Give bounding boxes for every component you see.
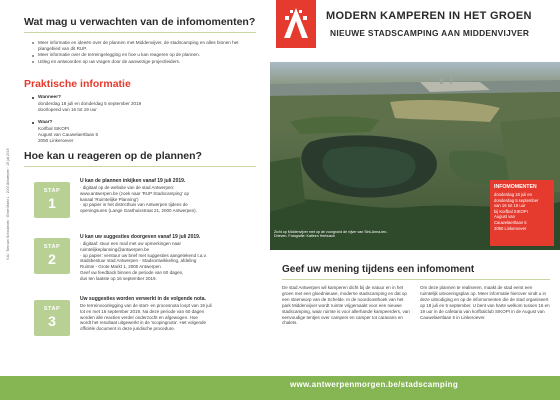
heading-geef-uw-mening: Geef uw mening tijdens een infomoment [282, 264, 475, 275]
when-block [32, 95, 232, 113]
step-title: U kan uw suggesties doorgeven vanaf 19 juli 2019. [80, 234, 201, 240]
antwerpen-logo [276, 0, 316, 48]
where-label: Waar? [32, 120, 232, 126]
step-row: kanaal 'Ruimtelijke Planning') [80, 196, 139, 202]
step-row: De terreinvoorlegging van de start- en procesnota loopt van 19 juli [80, 303, 212, 308]
footer-url-link[interactable]: www.antwerpenmorgen.be/stadscamping [290, 380, 459, 389]
info-box-line: bij Korfbal SIKOPI [494, 208, 528, 214]
step-row: openingsuren (Lange Gasthuisstraat 21, 2000 Antwerpen). [80, 208, 197, 214]
step-number: 3 [48, 313, 56, 329]
step-row: www.antwerpen.be (zoek naar 'RUP Stadscamping' op [80, 190, 189, 196]
infomomenten-box [490, 180, 554, 246]
step-row: ruimtelijkeplanning@antwerpen.be [80, 246, 150, 252]
step-3-text [80, 296, 260, 332]
step-row: · op papier in het districthuis van Antwerpen tijdens de [80, 202, 188, 208]
step-word: STAP [43, 244, 61, 250]
when-line: doorlopend van 16 tot 19 uur [38, 107, 97, 112]
info-box-line: 2050 Linkeroever [494, 225, 527, 231]
step-row: officiële document in deze juridische procedure. [80, 326, 175, 332]
body-column-1: De stad Antwerpen wil kamperen dicht bij de natuur en in het groen met een gloednieuwe, moderne stadscamping en dat op een steenworp van de Schelde. In de noordoosthoek van het park Middenvijver wordt ruimte vrijgemaakt voor een nieuwe stadscamping, waar ruimte is voor allerhande kampeerders, van eenvoudige tentjes over campers en camper tot caravans en chalets. [282, 285, 410, 326]
step-row: dus ten laatste op 16 september 2019. [80, 275, 157, 281]
when-label: Wanneer? [32, 95, 232, 101]
where-line: 2050 Linkeroever [38, 138, 74, 143]
heading-reageren: Hoe kan u reageren op de plannen? [24, 150, 202, 162]
page-title: MODERN KAMPEREN IN HET GROEN [326, 10, 532, 22]
step-number: 1 [48, 195, 56, 211]
list-item: Meer informatie over de terreingelegging en hoe u kan reageren op de plannen. [32, 52, 262, 58]
body-column-2: Om deze plannen te realiseren, maakt de stad eerst een ruimtelijk uitvoeringsplan op. Meer informatie hierover vindt u in deze uitnodiging en op de infomomenten die de stad organiseert op 18 juli en 5 september. U bent van harte welkom tussen 16 en 19 uur in de cafetaria van korfbalclub SIKOPI in de August van Cauwelaertlaan 5 in Linkeroever. [420, 285, 550, 320]
step-row: · op papier: verstuur uw brief met suggesties aangetekend t.a.v. [80, 252, 207, 258]
info-box-line: donderdag 18 juli en [494, 192, 532, 197]
heading-rule [282, 279, 550, 280]
info-box-title: INFOMOMENTEN [494, 184, 537, 190]
where-line: Korfbal SIKOPI [38, 126, 70, 131]
step-row: · digitaal: stuur een mail met uw opmerkingen naar [80, 241, 182, 246]
step-word: STAP [43, 188, 61, 194]
step-3-badge [34, 300, 70, 336]
step-title: Uw suggesties worden verwerkt in de volgende nota. [80, 296, 206, 302]
info-box-line: donderdag 5 september [494, 197, 539, 203]
heading-reageren-wrap [24, 150, 256, 167]
step-row: Ruimte - Grote Markt 1, 2000 Antwerpen [80, 264, 161, 270]
step-number: 2 [48, 251, 56, 267]
list-item: Meer informatie en ideeën over de plannen met Middenvijver, de stadscamping en alles binnen het plangebied van dit RUP. [32, 40, 262, 52]
info-box-line: August van [494, 214, 515, 220]
step-row: stadsbestuur stad Antwerpen - Stadsontwikkeling, afdeling [80, 258, 197, 264]
step-1-text [80, 178, 260, 214]
heading-infomomenten: Wat mag u verwachten van de infomomenten? [24, 16, 256, 28]
right-page [270, 0, 560, 400]
step-row: tot en met 16 september 2019. Na deze periode van 60 dagen [80, 308, 205, 314]
photo-caption: Zicht op Middenvijver met op de voorgrond de vijver van Sint-Anna-ten-Drieven. Fotografie: Katleen Herbusch [274, 230, 388, 239]
step-1-badge [34, 182, 70, 218]
heading-praktische-informatie: Praktische informatie [24, 78, 131, 90]
step-word: STAP [43, 306, 61, 312]
footer-bar [0, 376, 560, 400]
where-line: August van Cauwelaertlaan 5 [38, 132, 99, 137]
info-box-line: Cauwelaertlaan 5 [494, 219, 527, 225]
heading-rule [24, 32, 256, 33]
info-box-line: van 16 tot 19 uur [494, 203, 526, 209]
when-line: donderdag 18 juli en donderdag 5 september 2019 [38, 101, 142, 106]
list-item: Uitleg en antwoorden op uw vragen door de aanwezige projectleiders. [32, 59, 262, 65]
where-block [32, 120, 232, 144]
responsible-publisher-note: V.U.: Tom van Schoubroek · Grote Markt 1 · 2000 Antwerpen · 15 juli 2019 [6, 148, 10, 260]
step-2-badge [34, 238, 70, 274]
step-row: Geef uw feedback binnen de periode van 60 dagen, [80, 269, 184, 275]
expectation-list [32, 40, 262, 65]
left-page [0, 0, 270, 400]
step-row: · digitaal op de website van de stad Antwerpen: [80, 185, 175, 190]
page-subtitle: NIEUWE STADSCAMPING AAN MIDDENVIJVER [330, 28, 530, 38]
heading-rule [24, 166, 256, 167]
step-row: worden alle reacties verder onderzocht en afgewogen. Hoe [80, 314, 198, 320]
a-logo-icon [281, 6, 311, 40]
step-title: U kan de plannen inkijken vanaf 19 juli 2019. [80, 178, 186, 184]
step-row: wordt het resultaat uitgewerkt in de 'scopingnota'. Het volgende [80, 320, 207, 326]
step-2-text [80, 234, 260, 282]
